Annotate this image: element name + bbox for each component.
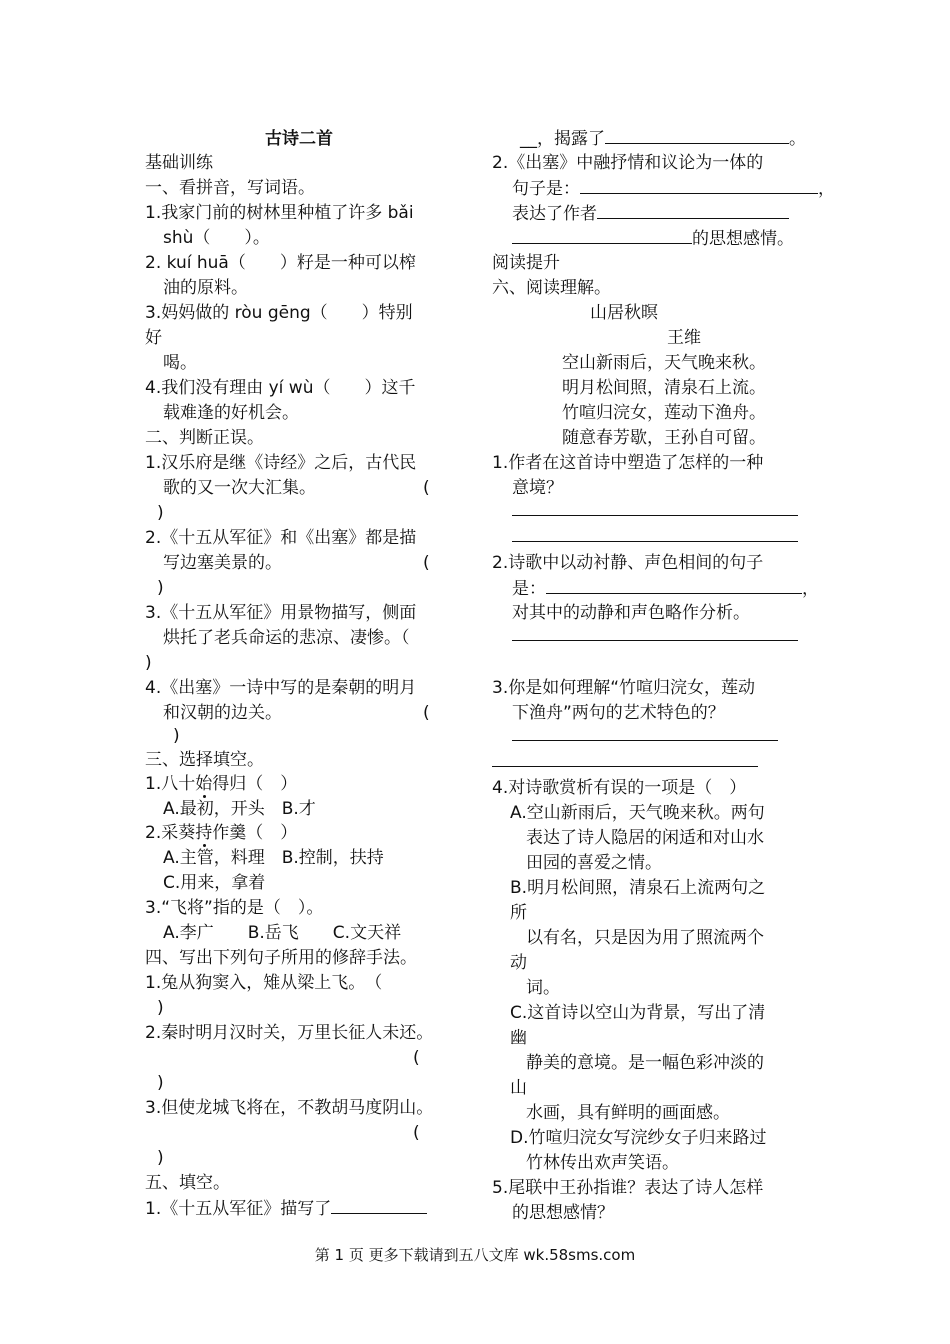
section-basic: 基础训练 bbox=[145, 153, 213, 173]
q2-3: 3.《十五从军征》用景物描写，侧面 bbox=[145, 603, 417, 623]
q6-4-option-c: C.这首诗以空山为背景，写出了清 bbox=[510, 1003, 766, 1023]
q3-heading: 三、选择填空。 bbox=[145, 750, 264, 770]
q2-heading: 二、判断正误。 bbox=[145, 428, 264, 448]
q6-2-cont2: 对其中的动静和声色略作分析。 bbox=[512, 603, 750, 623]
q4-heading: 四、写出下列句子所用的修辞手法。 bbox=[145, 948, 417, 968]
q5-1-cont-text: __，揭露了 bbox=[520, 129, 605, 149]
q6-4-option-d: D.竹喧归浣女写浣纱女子归来路过 bbox=[510, 1128, 767, 1148]
q5-2-tail: 的思想感情。 bbox=[692, 229, 794, 249]
q4-3: 3.但使龙城飞将在，不教胡马度阴山。 bbox=[145, 1098, 434, 1118]
q5-1-text: 1.《十五从军征》描写了 bbox=[145, 1199, 332, 1219]
q6-4: 4.对诗歌赏析有误的一项是（ ） bbox=[492, 778, 747, 798]
q5-2-cont2 bbox=[512, 202, 789, 225]
q1-2-cont: 油的原料。 bbox=[163, 278, 248, 298]
q2-4: 4.《出塞》一诗中写的是秦朝的明月 bbox=[145, 678, 417, 698]
q3-2-options: A.主管，料理 B.控制，扶持 bbox=[163, 848, 384, 868]
q6-4-option-a-cont: 表达了诗人隐居的闲适和对山水 bbox=[526, 828, 764, 848]
q2-4-paren-close: ) bbox=[173, 726, 180, 746]
answer-blank[interactable] bbox=[605, 127, 789, 144]
q6-4-option-c-cont4: 水画，具有鲜明的画面感。 bbox=[526, 1103, 730, 1123]
q4-1: 1.兔从狗窦入，雉从梁上飞。 （ bbox=[145, 973, 383, 993]
q6-2-comma: ， bbox=[802, 579, 819, 599]
q5-2-cont bbox=[512, 177, 835, 200]
q6-2: 2.诗歌中以动衬静、声色相间的句子 bbox=[492, 553, 764, 573]
q3-1-key: 始 bbox=[195, 774, 213, 794]
q4-2-paren-close: ) bbox=[157, 1073, 164, 1093]
q6-1: 1.作者在这首诗中塑造了怎样的一种 bbox=[492, 453, 764, 473]
q2-2-paren-close: ) bbox=[157, 578, 164, 598]
q5-2-label2: 表达了作者 bbox=[512, 204, 597, 224]
q6-4-option-b-cont4: 词。 bbox=[526, 978, 560, 998]
q5-2-comma: ， bbox=[818, 179, 835, 199]
poem-line-4: 随意春芳歇，王孙自可留。 bbox=[562, 428, 766, 448]
q6-4-option-b-cont2: 以有名，只是因为用了照流两个 bbox=[526, 928, 764, 948]
answer-blank[interactable] bbox=[512, 227, 692, 244]
q6-2-label: 是： bbox=[512, 579, 546, 599]
q3-2-options2: C.用来，拿着 bbox=[163, 873, 266, 893]
q2-1: 1.汉乐府是继《诗经》之后，古代民 bbox=[145, 453, 417, 473]
q2-1-paren-open: ( bbox=[423, 478, 430, 498]
q5-2-cont3 bbox=[512, 227, 794, 250]
q1-4-cont: 载难逢的好机会。 bbox=[163, 403, 299, 423]
q6-3: 3.你是如何理解“竹喧归浣女，莲动 bbox=[492, 678, 756, 698]
q3-1 bbox=[145, 773, 297, 795]
poem-line-2: 明月松间照，清泉石上流。 bbox=[562, 378, 766, 398]
q6-4-option-b-cont: 所 bbox=[510, 903, 527, 923]
q2-1-paren-close: ) bbox=[157, 503, 164, 523]
q1-heading: 一、看拼音，写词语。 bbox=[145, 178, 315, 198]
poem-line-3: 竹喧归浣女，莲动下渔舟。 bbox=[562, 403, 766, 423]
q6-4-option-d-cont: 竹林传出欢声笑语。 bbox=[526, 1153, 679, 1173]
answer-line[interactable] bbox=[512, 740, 778, 741]
q3-2-a: 2.采葵 bbox=[145, 823, 196, 843]
q3-1-options: A.最初，开头 B.才 bbox=[163, 799, 316, 819]
q5-1-period: 。 bbox=[789, 129, 806, 149]
q6-4-option-a: A.空山新雨后，天气晚来秋。两句 bbox=[510, 803, 765, 823]
q6-4-option-c-cont: 幽 bbox=[510, 1028, 527, 1048]
q2-3-cont: 烘托了老兵命运的悲凉、凄惨。（ bbox=[163, 628, 410, 648]
q1-1: 1.我家门前的树林里种植了许多 bǎi bbox=[145, 203, 414, 223]
q6-4-option-a-cont2: 田园的喜爱之情。 bbox=[526, 853, 662, 873]
q5-1 bbox=[145, 1197, 427, 1220]
q6-4-option-b-cont3: 动 bbox=[510, 953, 527, 973]
answer-line[interactable] bbox=[492, 766, 758, 767]
poem-title: 山居秋暝 bbox=[590, 303, 658, 323]
q3-3: 3.“飞将”指的是（ ）。 bbox=[145, 898, 324, 918]
q1-2: 2. kuí huā（ ）籽是一种可以榨 bbox=[145, 253, 416, 273]
q1-3-cont2: 喝。 bbox=[163, 353, 197, 373]
q6-3-cont: 下渔舟”两句的艺术特色的？ bbox=[512, 703, 725, 723]
q6-5: 5.尾联中王孙指谁？表达了诗人怎样 bbox=[492, 1178, 764, 1198]
q2-2: 2.《十五从军征》和《出塞》都是描 bbox=[145, 528, 417, 548]
q4-2: 2.秦时明月汉时关，万里长征人未还。 bbox=[145, 1023, 434, 1043]
q1-1-cont: shù（ ）。 bbox=[163, 228, 270, 248]
q3-2-c: 作羹（ ） bbox=[212, 823, 298, 843]
q5-2-label: 句子是： bbox=[512, 179, 580, 199]
q5-2: 2.《出塞》中融抒情和议论为一体的 bbox=[492, 153, 764, 173]
q3-1-c: 得归（ ） bbox=[212, 774, 298, 794]
q6-4-option-b: B.明月松间照，清泉石上流两句之 bbox=[510, 878, 766, 898]
q1-4: 4.我们没有理由 yí wù（ ）这千 bbox=[145, 378, 416, 398]
answer-line[interactable] bbox=[512, 541, 798, 542]
q6-2-cont bbox=[512, 577, 819, 600]
q5-heading: 五、填空。 bbox=[145, 1173, 230, 1193]
q2-2-paren-open: ( bbox=[423, 553, 430, 573]
answer-blank[interactable] bbox=[331, 1197, 427, 1214]
section-reading: 阅读提升 bbox=[492, 253, 560, 273]
q6-4-option-c-cont3: 山 bbox=[510, 1078, 527, 1098]
answer-blank[interactable] bbox=[597, 202, 789, 219]
q2-1-cont: 歌的又一次大汇集。 bbox=[163, 478, 316, 498]
q4-1-paren-close: ) bbox=[157, 998, 164, 1018]
answer-line[interactable] bbox=[512, 515, 798, 516]
q2-2-cont: 写边塞美景的。 bbox=[163, 553, 282, 573]
q6-heading: 六、阅读理解。 bbox=[492, 278, 611, 298]
q4-3-paren-open: ( bbox=[413, 1123, 420, 1143]
page-title: 古诗二首 bbox=[265, 129, 333, 149]
poem-author: 王维 bbox=[667, 328, 701, 348]
answer-blank[interactable] bbox=[546, 577, 802, 594]
answer-line[interactable] bbox=[512, 640, 798, 641]
answer-blank[interactable] bbox=[580, 177, 818, 194]
q4-2-paren-open: ( bbox=[413, 1048, 420, 1068]
q4-3-paren-close: ) bbox=[157, 1148, 164, 1168]
q2-4-paren-open: ( bbox=[423, 703, 430, 723]
q5-1-cont bbox=[520, 127, 806, 150]
q1-3-cont: 好 bbox=[145, 328, 162, 348]
q3-3-options: A.李广 B.岳飞 C.文天祥 bbox=[163, 923, 402, 943]
q6-4-option-c-cont2: 静美的意境。是一幅色彩冲淡的 bbox=[526, 1053, 764, 1073]
poem-line-1: 空山新雨后，天气晚来秋。 bbox=[562, 353, 766, 373]
q3-2-key: 持 bbox=[195, 823, 213, 843]
q3-1-a: 1.八十 bbox=[145, 774, 196, 794]
q3-2 bbox=[145, 822, 297, 844]
q6-1-cont: 意境？ bbox=[512, 478, 563, 498]
q1-3: 3.妈妈做的 ròu gēng（ ）特别 bbox=[145, 303, 413, 323]
page-footer: 第 1 页 更多下载请到五八文库 wk.58sms.com bbox=[314, 1246, 636, 1264]
q2-3-paren-close: ) bbox=[145, 653, 152, 673]
q6-5-cont: 的思想感情？ bbox=[512, 1203, 614, 1223]
q2-4-cont: 和汉朝的边关。 bbox=[163, 703, 282, 723]
